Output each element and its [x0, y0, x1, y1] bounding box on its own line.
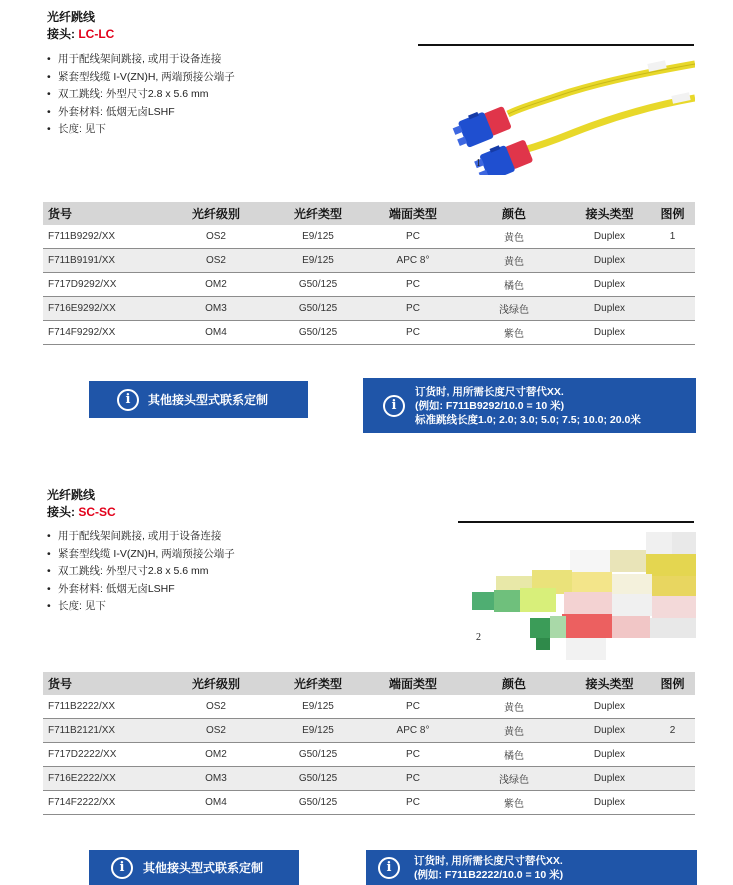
cell-color: 黄色: [504, 233, 524, 244]
cell-fiber-grade: OS2: [205, 231, 226, 242]
lc-patch-cord-photo: [420, 50, 695, 175]
connector-label: 接头:: [47, 27, 75, 41]
sc-patch-cord-photo: [466, 530, 696, 662]
cell-fiber-grade: OS2: [205, 701, 226, 712]
product-table: [43, 672, 695, 815]
cell-connector-type: Duplex: [593, 255, 626, 266]
info-icon: i: [111, 857, 133, 879]
table-header: [43, 202, 695, 225]
cell-end-face: PC: [406, 749, 420, 760]
table-row: [43, 695, 695, 719]
cell-part-number: F711B9292/XX: [48, 231, 116, 242]
connector-type: SC-SC: [78, 505, 116, 519]
order-note-line: 订货时, 用所需长度尺寸替代XX.: [414, 854, 563, 867]
table-row: [43, 791, 695, 815]
connector-label: 接头:: [47, 505, 75, 519]
cell-end-face: PC: [406, 797, 420, 808]
order-note-panel: [366, 850, 697, 885]
cell-part-number: F717D2222/XX: [48, 749, 117, 760]
feature-item: • 外套材料: 低烟无卤LSHF: [47, 581, 235, 599]
cell-connector-type: Duplex: [593, 303, 626, 314]
table-row: [43, 273, 695, 297]
feature-list: [47, 51, 235, 139]
feature-item: • 紧套型线缆 I-V(ZN)H, 两端预接公端子: [47, 69, 235, 87]
cell-end-face: PC: [406, 327, 420, 338]
feature-item: • 用于配线架间跳接, 或用于设备连接: [47, 528, 235, 546]
cell-part-number: F714F9292/XX: [48, 327, 116, 338]
col-header-end-face: 端面类型: [388, 677, 437, 691]
table-row: [43, 767, 695, 791]
product-table: [43, 202, 695, 345]
col-header-connector-type: 接头类型: [585, 677, 634, 691]
col-header-color: 颜色: [501, 207, 526, 221]
col-header-part-number: 货号: [48, 207, 73, 221]
order-note-text: [415, 385, 641, 427]
cell-figure: 1: [669, 231, 676, 242]
order-note-line: 标准跳线长度1.0; 2.0; 3.0; 5.0; 7.5; 10.0; 20.0米: [415, 413, 641, 426]
figure-number: 1: [476, 158, 481, 169]
table-row: [43, 249, 695, 273]
cell-end-face: PC: [406, 701, 420, 712]
cell-fiber-type: G50/125: [298, 303, 338, 314]
cell-fiber-grade: OS2: [205, 725, 226, 736]
feature-item: • 用于配线架间跳接, 或用于设备连接: [47, 51, 235, 69]
col-header-fiber-type: 光纤类型: [293, 677, 342, 691]
cell-part-number: F714F2222/XX: [48, 797, 116, 808]
cell-part-number: F711B2121/XX: [48, 725, 116, 736]
feature-item: • 长度: 见下: [47, 121, 235, 139]
table-row: [43, 321, 695, 345]
connector-heading: [47, 503, 116, 520]
cell-fiber-type: E9/125: [302, 231, 334, 242]
cell-fiber-type: G50/125: [298, 797, 338, 808]
cell-color: 橘色: [504, 751, 524, 762]
cell-connector-type: Duplex: [593, 231, 626, 242]
col-header-fiber-grade: 光纤级别: [191, 677, 240, 691]
table-row: [43, 719, 695, 743]
cell-end-face: APC 8°: [396, 255, 430, 266]
order-note-line: 订货时, 用所需长度尺寸替代XX.: [415, 385, 564, 398]
cell-color: 黄色: [504, 727, 524, 738]
cell-end-face: PC: [406, 773, 420, 784]
table-row: [43, 225, 695, 249]
col-header-fiber-type: 光纤类型: [293, 207, 342, 221]
cell-fiber-grade: OM4: [205, 327, 227, 338]
feature-item: • 长度: 见下: [47, 598, 235, 616]
header-rule: [458, 521, 694, 523]
cell-connector-type: Duplex: [593, 725, 626, 736]
cell-color: 黄色: [504, 703, 524, 714]
figure-number: 2: [476, 632, 481, 643]
info-icon: i: [383, 395, 405, 417]
cell-color: 紫色: [504, 799, 524, 810]
order-note-line: (例如: F711B2222/10.0 = 10 米): [414, 868, 564, 881]
order-note-line: (例如: F711B9292/10.0 = 10 米): [415, 399, 565, 412]
col-header-color: 颜色: [501, 677, 526, 691]
cell-connector-type: Duplex: [593, 701, 626, 712]
cell-end-face: APC 8°: [396, 725, 430, 736]
feature-item: • 外套材料: 低烟无卤LSHF: [47, 104, 235, 122]
feature-item: • 双工跳线: 外型尺寸2.8 x 5.6 mm: [47, 86, 235, 104]
connector-type: LC-LC: [78, 27, 115, 41]
cell-connector-type: Duplex: [593, 279, 626, 290]
info-icon: i: [117, 389, 139, 411]
cell-fiber-grade: OM3: [205, 303, 227, 314]
col-header-figure: 图例: [660, 207, 685, 221]
cell-end-face: PC: [406, 279, 420, 290]
cell-part-number: F716E2222/XX: [48, 773, 116, 784]
cell-color: 浅绿色: [499, 775, 529, 786]
cell-fiber-type: E9/125: [302, 255, 334, 266]
cell-fiber-grade: OM3: [205, 773, 227, 784]
col-header-figure: 图例: [660, 677, 685, 691]
cell-fiber-type: E9/125: [302, 701, 334, 712]
header-rule: [418, 44, 694, 46]
col-header-fiber-grade: 光纤级别: [191, 207, 240, 221]
custom-connector-button[interactable]: [89, 381, 308, 418]
cell-part-number: F711B2222/XX: [48, 701, 116, 712]
cell-fiber-grade: OS2: [205, 255, 226, 266]
col-header-part-number: 货号: [48, 677, 73, 691]
custom-connector-label: 其他接头型式联系定制: [143, 861, 264, 875]
cell-color: 橘色: [504, 281, 524, 292]
feature-item: • 紧套型线缆 I-V(ZN)H, 两端预接公端子: [47, 546, 235, 564]
cell-connector-type: Duplex: [593, 797, 626, 808]
cell-fiber-type: G50/125: [298, 749, 338, 760]
cell-end-face: PC: [406, 303, 420, 314]
table-row: [43, 743, 695, 767]
order-note-panel: [363, 378, 696, 433]
table-row: [43, 297, 695, 321]
cell-color: 紫色: [504, 329, 524, 340]
col-header-connector-type: 接头类型: [585, 207, 634, 221]
cell-part-number: F716E9292/XX: [48, 303, 116, 314]
cell-connector-type: Duplex: [593, 749, 626, 760]
cell-color: 浅绿色: [499, 305, 529, 316]
cell-part-number: F711B9191/XX: [48, 255, 116, 266]
custom-connector-button[interactable]: [89, 850, 299, 885]
info-icon: i: [378, 857, 400, 879]
cell-connector-type: Duplex: [593, 773, 626, 784]
cell-fiber-type: G50/125: [298, 279, 338, 290]
cell-fiber-grade: OM2: [205, 279, 227, 290]
section-title: 光纤跳线: [47, 488, 96, 502]
cell-connector-type: Duplex: [593, 327, 626, 338]
cell-part-number: F717D9292/XX: [48, 279, 117, 290]
feature-item: • 双工跳线: 外型尺寸2.8 x 5.6 mm: [47, 563, 235, 581]
cell-fiber-type: G50/125: [298, 327, 338, 338]
col-header-end-face: 端面类型: [388, 207, 437, 221]
feature-list: [47, 528, 235, 616]
cell-fiber-type: G50/125: [298, 773, 338, 784]
cell-fiber-type: E9/125: [302, 725, 334, 736]
section-title: 光纤跳线: [47, 10, 96, 24]
cell-end-face: PC: [406, 231, 420, 242]
cell-color: 黄色: [504, 257, 524, 268]
connector-heading: [47, 25, 114, 42]
order-note-text: [414, 854, 563, 882]
custom-connector-label: 其他接头型式联系定制: [148, 393, 269, 407]
table-header: [43, 672, 695, 695]
cell-figure: 2: [669, 725, 676, 736]
cell-fiber-grade: OM4: [205, 797, 227, 808]
cell-fiber-grade: OM2: [205, 749, 227, 760]
